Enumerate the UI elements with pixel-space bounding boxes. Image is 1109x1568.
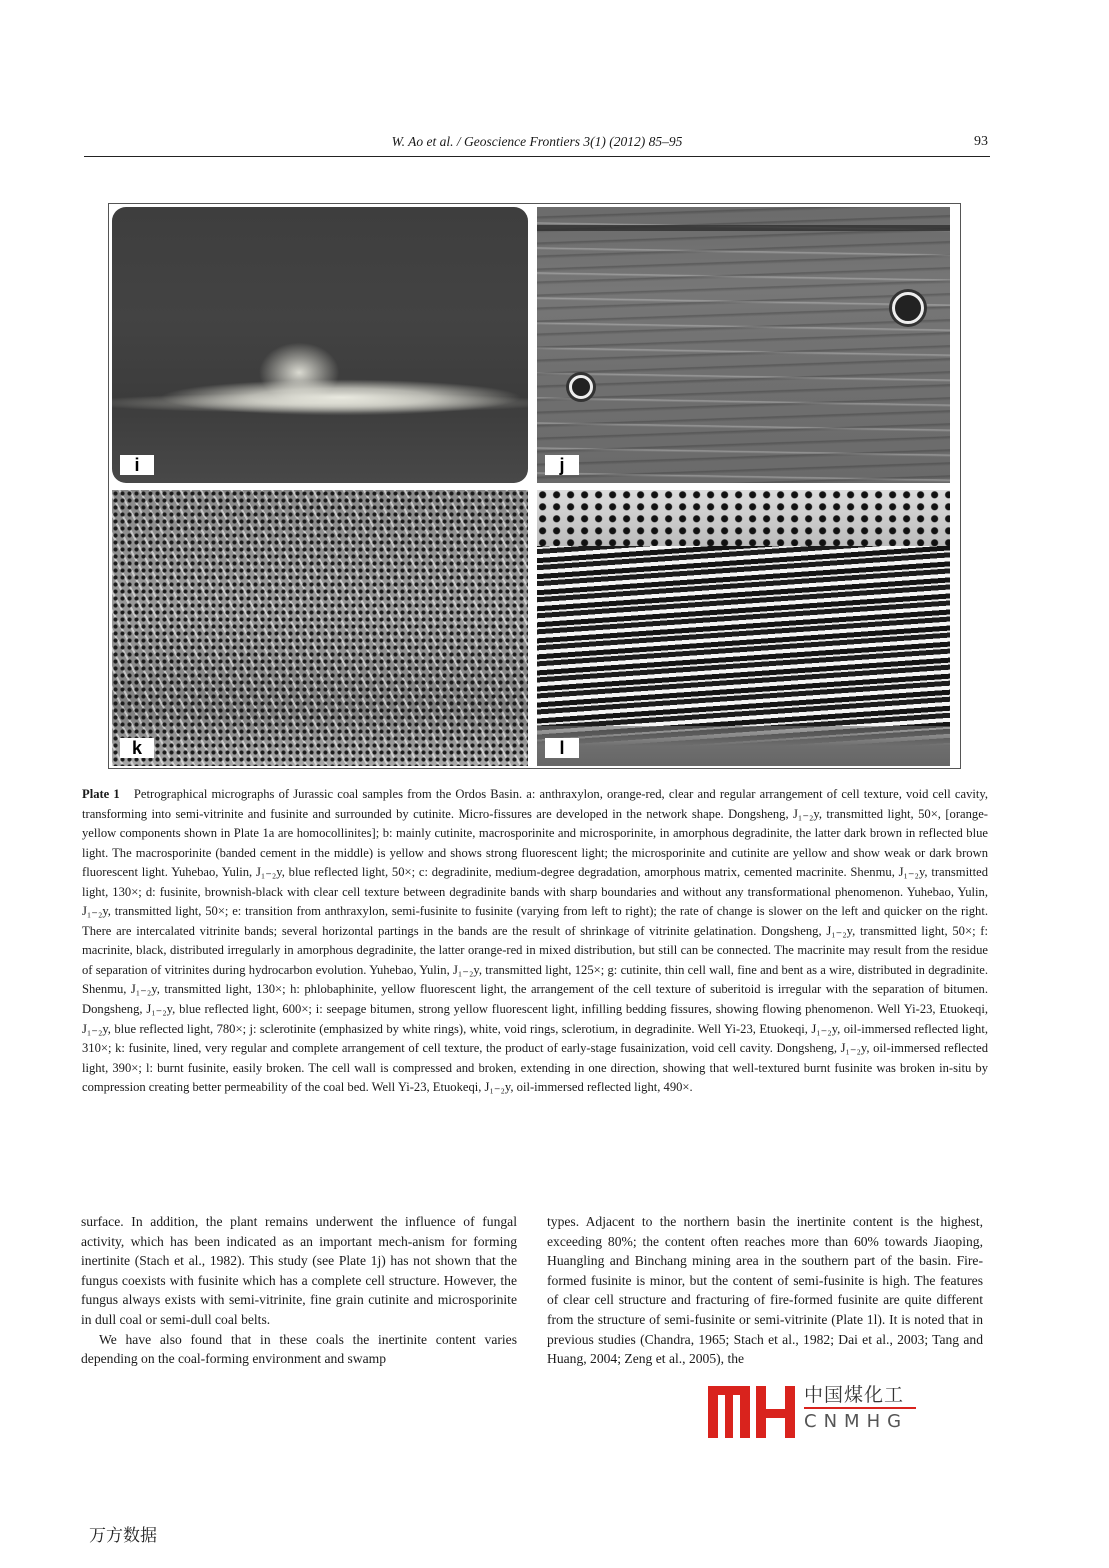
paragraph: surface. In addition, the plant remains underwent the influence of fungal activity, which has been indicated as an important mech-anism for forming inertinite (Stach et al., 1982). This study (see Plate 1j) has not shown that the fungus coexists with fusinite which has a complete cell structure. However, the fungus always exists with semi-vitrinite, fine grain cutinite and microsporinite in dull coal or semi-dull coal belts. xyxy=(81,1214,517,1327)
running-head xyxy=(84,134,990,156)
logo-rule xyxy=(804,1407,916,1409)
mh-logo-icon xyxy=(708,1380,796,1438)
page-number: 93 xyxy=(974,134,988,149)
sclerotium-ring xyxy=(892,292,924,324)
micrograph-panel-i xyxy=(112,207,528,483)
caption-label: Plate 1 xyxy=(82,787,120,801)
panel-label: k xyxy=(120,738,154,758)
plate-figure xyxy=(108,203,961,769)
paragraph: types. Adjacent to the northern basin the inertinite content is the highest, exceeding 80%; the content often reaches more than 60% towards Jiaoping, Huangling and Binchang mining area in the southern part of the basin. Fire-formed fusinite is minor, but the content of semi-fusinite is high. The features of clear cell structure and fracturing of fire-formed fusinite are quite different from the structure of semi-fusinite or semi-vitrinite (Plate 1l). It is noted that in previous studies (Chandra, 1965; Stach et al., 1982; Dai et al., 2003; Tang and Huang, 2004; Zeng et al., 2005), the xyxy=(547,1214,983,1367)
logo-english-text: CNMHG xyxy=(804,1411,909,1432)
vitrinite-zone xyxy=(537,726,950,766)
source-watermark: 万方数据 xyxy=(89,1526,157,1546)
micrograph-panel-l xyxy=(537,490,950,766)
header-rule xyxy=(84,156,990,157)
journal-citation: W. Ao et al. / Geoscience Frontiers 3(1) (2012) 85–95 xyxy=(391,134,683,149)
caption-text: Petrographical micrographs of Jurassic coal samples from the Ordos Basin. a: anthraxylon, orange-red, clear and regular arrangement of cell texture, void cell cavity, transforming into semi-vitrinite and fusinite and surrounded by cutinite. Micro-fissures are developed in the network shape. Dongsheng, J₁₋₂y, transmitted light, 50×, [orange-yellow components shown in Plate 1a are homocollinites]; b: mainly cutinite, macrosporinite and microsporinite, in amorphous degradinite, the latter dark brown in reflected blue light. The macrosporinite (banded cement in the middle) is yellow and shows strong fluorescent light; the microsporinite and cutinite are yellow and show weak or dark brown fluorescent light. Yuhebao, Yulin, J₁₋₂y, blue reflected light, 50×; c: degradinite, medium-degree degradation, amorphous matrix, cemented macrinite. Shenmu, J₁₋₂y, transmitted light, 130×; d: fusinite, brownish-black with clear cell texture between degradinite bands with sharp boundaries and without any transformational phenomenon. Yuhebao, Yulin, J₁₋₂y, transmitted light, 50×; e: transition from anthraxylon, semi-fusinite to fusinite (varying from left to right); the rate of change is slower on the left and quicker on the right. There are intercalated vitrinite bands; several horizontal partings in the bands are the result of shrinkage of vitrinite gelatination. Dongsheng, J₁₋₂y, transmitted light, 50×; f: macrinite, black, distributed irregularly in amorphous degradinite, the latter orange-red in mixed distribution, but still can be connected. The macrinite may result from the residue of separation of vitrinites during hydrocarbon evolution. Yuhebao, Yulin, J₁₋₂y, transmitted light, 125×; g: cutinite, thin cell wall, fine and bent as a wire, distributed in degradinite. Shenmu, J₁₋₂y, transmitted light, 130×; h: phlobaphinite, yellow fluorescent light, the arrangement of the cell texture of suberitoid is irregular with the separation of bitumen. Dongsheng, J₁₋₂y, blue reflected light, 600×; i: seepage bitumen, strong yellow fluorescent light, infilling bedding fissures, showing flowing phenomenon. Well Yi-23, Etuokeqi, J₁₋₂y, blue reflected light, 780×; j: sclerotinite (emphasized by white rings), white, void rings, sclerotium, in degradinite. Well Yi-23, Etuokeqi, J₁₋₂y, oil-immersed reflected light, 310×; k: fusinite, lined, very regular and complete arrangement of cell texture, the product of early-stage fusainization, void cell cavity. Dongsheng, J₁₋₂y, oil-immersed reflected light, 390×; l: burnt fusinite, easily broken. The cell wall is compressed and broken, extending in one direction, showing that well-textured burnt fusinite was broken in-situ by compression creating better permeability of the coal bed. Well Yi-23, Etuokeqi, J₁₋₂y, oil-immersed reflected light, 490×. xyxy=(82,787,989,1095)
sclerotium-ring xyxy=(569,375,593,399)
figure-caption xyxy=(82,785,988,1098)
cnmhg-watermark-logo xyxy=(708,1380,918,1438)
panel-label: i xyxy=(120,455,154,475)
micrograph-panel-k xyxy=(112,490,528,766)
dark-band xyxy=(537,225,950,231)
panel-label: j xyxy=(545,455,579,475)
logo-chinese-text: 中国煤化工 xyxy=(804,1384,905,1406)
body-column-left xyxy=(81,1212,517,1369)
fragmented-zone xyxy=(537,490,950,546)
paragraph: We have also found that in these coals the inertinite content varies depending on the coal-forming environment and swamp xyxy=(81,1331,517,1367)
micrograph-panel-j xyxy=(537,207,950,483)
panel-label: l xyxy=(545,738,579,758)
body-column-right xyxy=(547,1212,983,1369)
